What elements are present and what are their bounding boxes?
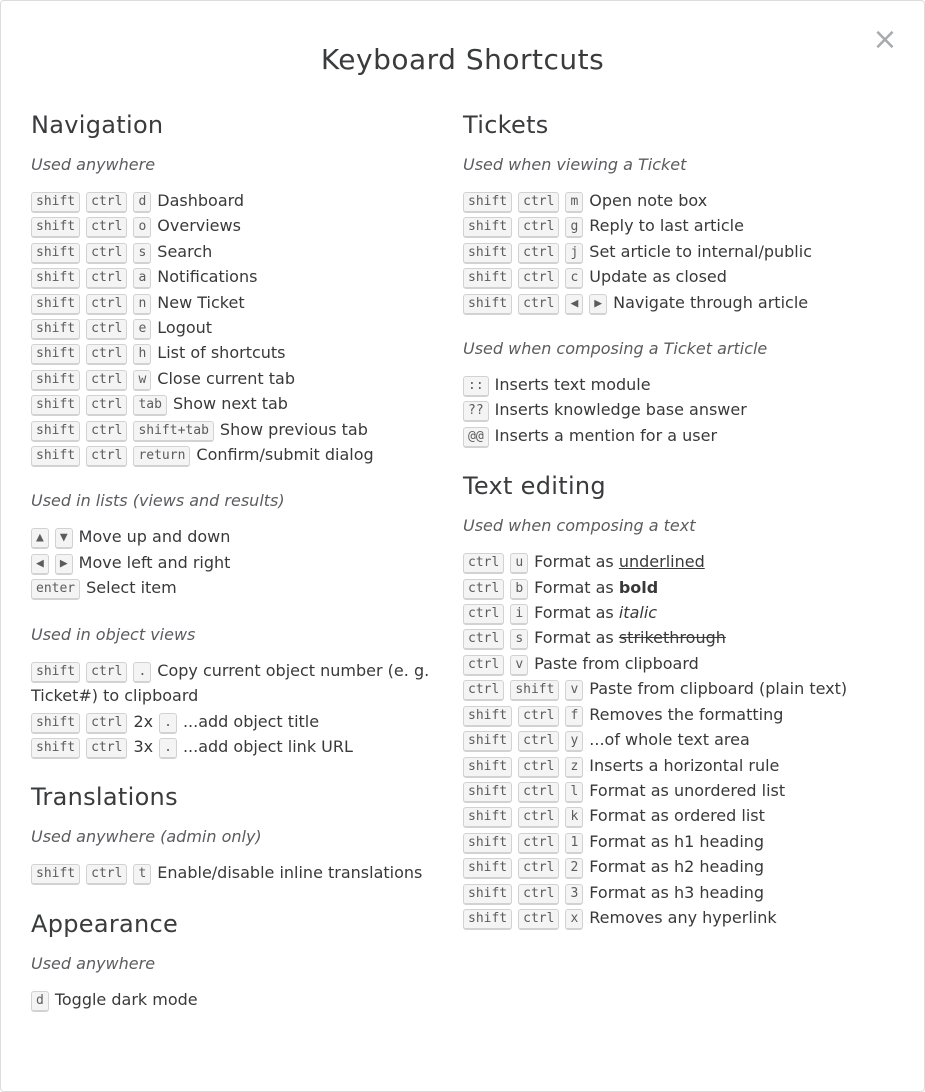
key-cap: ctrl bbox=[463, 680, 504, 701]
key-cap: ◀ bbox=[31, 554, 49, 575]
key-cap: ctrl bbox=[518, 217, 559, 238]
key-cap: ctrl bbox=[86, 864, 127, 885]
key-cap: ctrl bbox=[518, 884, 559, 905]
close-icon[interactable]: × bbox=[872, 22, 898, 57]
key-cap: h bbox=[133, 344, 151, 365]
shortcut-description: Show previous tab bbox=[219, 419, 368, 439]
key-cap: shift bbox=[31, 344, 80, 365]
shortcut-row bbox=[463, 423, 908, 448]
shortcut-row bbox=[31, 391, 451, 416]
text-editing-section bbox=[463, 472, 908, 930]
key-cap: ctrl bbox=[518, 807, 559, 828]
shortcut-row bbox=[31, 340, 451, 365]
key-cap: return bbox=[133, 446, 190, 467]
key-cap: 1 bbox=[565, 833, 583, 854]
key-cap: . bbox=[159, 738, 177, 759]
key-cap: w bbox=[133, 370, 151, 391]
shortcut-row bbox=[31, 709, 451, 734]
key-cap: shift bbox=[463, 858, 512, 879]
key-cap: shift bbox=[463, 807, 512, 828]
key-cap: ctrl bbox=[518, 294, 559, 315]
key-cap: u bbox=[510, 553, 528, 574]
format-example: italic bbox=[618, 603, 658, 623]
key-cap: ctrl bbox=[86, 217, 127, 238]
key-cap: :: bbox=[463, 376, 489, 397]
shortcut-row bbox=[463, 778, 908, 803]
key-cap: shift bbox=[31, 217, 80, 238]
shortcut-row bbox=[31, 658, 451, 709]
shortcut-row bbox=[31, 524, 451, 549]
key-cap: j bbox=[565, 243, 583, 264]
key-cap: ▼ bbox=[55, 528, 73, 549]
key-cap: . bbox=[159, 713, 177, 734]
key-cap: shift bbox=[31, 421, 80, 442]
key-cap: ctrl bbox=[518, 757, 559, 778]
shortcut-description: Inserts text module bbox=[494, 375, 651, 395]
shortcut-row bbox=[463, 676, 908, 701]
shortcut-row bbox=[463, 727, 908, 752]
navigation-section bbox=[31, 111, 451, 759]
key-cap: v bbox=[565, 680, 583, 701]
shortcut-row bbox=[31, 860, 451, 885]
appearance-section bbox=[31, 910, 451, 1012]
shortcut-row bbox=[463, 290, 908, 315]
shortcut-row bbox=[463, 188, 908, 213]
key-cap: d bbox=[31, 991, 49, 1012]
shortcut-row bbox=[463, 600, 908, 625]
shortcut-row bbox=[31, 550, 451, 575]
shortcut-row bbox=[31, 442, 451, 467]
shortcut-description: Enable/disable inline translations bbox=[157, 863, 423, 883]
format-example: bold bbox=[618, 577, 659, 597]
key-cap: shift bbox=[463, 833, 512, 854]
shortcut-row bbox=[463, 397, 908, 422]
key-cap: shift bbox=[31, 192, 80, 213]
shortcut-description: Notifications bbox=[157, 267, 258, 287]
key-cap: ctrl bbox=[518, 268, 559, 289]
shortcut-description: Copy current object number (e. g. Ticket#) to clipboard bbox=[31, 660, 430, 706]
key-cap: shift bbox=[463, 192, 512, 213]
shortcut-row bbox=[463, 702, 908, 727]
key-cap: m bbox=[565, 192, 583, 213]
key-cap: t bbox=[133, 864, 151, 885]
shortcut-description: Move up and down bbox=[78, 527, 231, 547]
key-cap: y bbox=[565, 731, 583, 752]
shortcut-description: Overviews bbox=[157, 216, 241, 236]
key-cap: ctrl bbox=[86, 319, 127, 340]
shortcut-description: Show next tab bbox=[172, 394, 288, 414]
key-cap: 2 bbox=[565, 858, 583, 879]
shortcut-row bbox=[463, 549, 908, 574]
key-cap: g bbox=[565, 217, 583, 238]
shortcut-description: Format as h3 heading bbox=[589, 882, 765, 902]
key-cap: ctrl bbox=[518, 243, 559, 264]
key-cap: ctrl bbox=[86, 713, 127, 734]
shortcut-description: Format as bbox=[534, 603, 614, 623]
shortcut-row bbox=[463, 239, 908, 264]
shortcut-row bbox=[463, 264, 908, 289]
key-cap: shift+tab bbox=[133, 421, 213, 442]
key-cap: ctrl bbox=[86, 395, 127, 416]
key-cap: o bbox=[133, 217, 151, 238]
section-heading: Appearance bbox=[31, 909, 179, 938]
shortcut-description: Format as h1 heading bbox=[589, 831, 765, 851]
context-label: Used when composing a Ticket article bbox=[463, 339, 768, 359]
key-cap: shift bbox=[31, 294, 80, 315]
key-cap: ▶ bbox=[589, 294, 607, 315]
shortcut-row bbox=[31, 290, 451, 315]
shortcut-description: Set article to internal/public bbox=[589, 241, 812, 261]
key-cap: shift bbox=[463, 217, 512, 238]
key-cap: a bbox=[133, 268, 151, 289]
shortcut-row bbox=[463, 575, 908, 600]
key-cap: shift bbox=[463, 731, 512, 752]
context-label: Used anywhere bbox=[31, 155, 156, 174]
key-cap: ctrl bbox=[86, 446, 127, 467]
shortcut-row bbox=[463, 625, 908, 650]
shortcut-row bbox=[31, 213, 451, 238]
shortcut-description: Logout bbox=[157, 318, 213, 338]
key-cap: shift bbox=[463, 706, 512, 727]
key-cap: i bbox=[510, 604, 528, 625]
key-cap: shift bbox=[31, 268, 80, 289]
context-label: Used in object views bbox=[31, 624, 196, 644]
shortcut-list bbox=[31, 524, 451, 600]
key-cap: z bbox=[565, 757, 583, 778]
shortcut-description: Toggle dark mode bbox=[54, 989, 198, 1009]
shortcut-row bbox=[463, 803, 908, 828]
key-cap: ctrl bbox=[86, 243, 127, 264]
key-cap: d bbox=[133, 192, 151, 213]
shortcut-list bbox=[463, 188, 908, 315]
shortcut-description: Format as bbox=[534, 628, 614, 648]
context-label: Used when composing a text bbox=[463, 516, 696, 536]
shortcut-description: ...of whole text area bbox=[589, 730, 750, 750]
key-cap: shift bbox=[31, 319, 80, 340]
key-cap: ctrl bbox=[86, 662, 127, 683]
context-label: Used anywhere (admin only) bbox=[31, 827, 262, 847]
shortcut-row bbox=[463, 213, 908, 238]
shortcut-description: Format as unordered list bbox=[589, 780, 786, 800]
shortcut-list bbox=[31, 987, 451, 1012]
shortcut-description: Dashboard bbox=[157, 191, 245, 210]
right-column bbox=[463, 111, 908, 954]
key-cap: ctrl bbox=[463, 579, 504, 600]
key-cap: . bbox=[133, 662, 151, 683]
shortcut-description: ...add object title bbox=[182, 711, 320, 731]
key-cap: shift bbox=[463, 757, 512, 778]
shortcut-description: Confirm/submit dialog bbox=[196, 445, 374, 465]
shortcut-row bbox=[31, 239, 451, 264]
key-cap: shift bbox=[31, 243, 80, 264]
key-cap: ctrl bbox=[86, 344, 127, 365]
key-cap: shift bbox=[31, 370, 80, 391]
shortcut-row bbox=[31, 417, 451, 442]
shortcut-description: Format as bbox=[534, 577, 614, 597]
key-cap: ctrl bbox=[86, 370, 127, 391]
shortcut-description: Inserts a mention for a user bbox=[494, 425, 718, 445]
shortcut-row bbox=[31, 987, 451, 1012]
key-cap: shift bbox=[31, 738, 80, 759]
key-cap: n bbox=[133, 294, 151, 315]
key-cap: ctrl bbox=[518, 782, 559, 803]
shortcut-description: Format as h2 heading bbox=[589, 857, 765, 877]
key-cap: shift bbox=[31, 864, 80, 885]
shortcut-list bbox=[31, 658, 451, 760]
context-label: Used when viewing a Ticket bbox=[463, 155, 687, 174]
key-cap: ctrl bbox=[518, 706, 559, 727]
key-cap: ctrl bbox=[86, 738, 127, 759]
key-cap: ▲ bbox=[31, 528, 49, 549]
key-cap: ctrl bbox=[463, 604, 504, 625]
key-cap: tab bbox=[133, 395, 166, 416]
section-heading: Navigation bbox=[31, 111, 164, 139]
shortcut-description: Paste from clipboard bbox=[534, 653, 699, 673]
shortcut-description: Removes the formatting bbox=[589, 704, 784, 724]
shortcut-row bbox=[31, 366, 451, 391]
format-example: underlined bbox=[618, 552, 705, 572]
key-cap: ctrl bbox=[518, 731, 559, 752]
key-cap: ctrl bbox=[518, 909, 559, 930]
key-cap: @@ bbox=[463, 427, 489, 448]
shortcut-description: ...add object link URL bbox=[182, 736, 353, 756]
key-cap: shift bbox=[510, 680, 559, 701]
modal-title: Keyboard Shortcuts bbox=[320, 43, 605, 76]
shortcut-list bbox=[31, 188, 451, 467]
key-cap: shift bbox=[31, 395, 80, 416]
key-cap: e bbox=[133, 319, 151, 340]
key-cap: shift bbox=[463, 782, 512, 803]
key-cap: ctrl bbox=[518, 858, 559, 879]
key-cap: ctrl bbox=[86, 294, 127, 315]
shortcut-row bbox=[31, 315, 451, 340]
key-cap: ctrl bbox=[463, 629, 504, 650]
shortcut-description: Close current tab bbox=[157, 368, 295, 388]
shortcut-description: Open note box bbox=[589, 191, 708, 210]
key-cap: x bbox=[565, 909, 583, 930]
section-heading: Tickets bbox=[463, 111, 549, 139]
shortcut-description: Select item bbox=[86, 578, 177, 598]
shortcut-description: Inserts knowledge base answer bbox=[494, 400, 747, 420]
shortcut-row bbox=[463, 753, 908, 778]
key-cap: ctrl bbox=[518, 192, 559, 213]
shortcut-row bbox=[463, 880, 908, 905]
shortcut-description: Removes any hyperlink bbox=[589, 907, 777, 927]
format-example: strikethrough bbox=[618, 628, 726, 648]
shortcut-description: Move left and right bbox=[78, 552, 231, 572]
context-label: Used anywhere bbox=[31, 953, 156, 973]
shortcut-list bbox=[31, 860, 451, 885]
shortcut-description: Update as closed bbox=[589, 267, 727, 287]
shortcut-description: Reply to last article bbox=[589, 216, 744, 236]
key-cap: ctrl bbox=[463, 553, 504, 574]
shortcut-row bbox=[463, 905, 908, 930]
key-cap: k bbox=[565, 807, 583, 828]
shortcut-description: Format as bbox=[534, 552, 614, 572]
key-cap: ◀ bbox=[565, 294, 583, 315]
key-cap: s bbox=[133, 243, 151, 264]
key-cap: c bbox=[565, 268, 583, 289]
shortcut-list bbox=[463, 372, 908, 448]
shortcut-row bbox=[31, 188, 451, 213]
key-cap: ctrl bbox=[86, 421, 127, 442]
key-cap: ctrl bbox=[86, 268, 127, 289]
key-cap: l bbox=[565, 782, 583, 803]
key-cap: 3 bbox=[565, 884, 583, 905]
key-cap: shift bbox=[463, 294, 512, 315]
key-cap: shift bbox=[31, 662, 80, 683]
context-label: Used in lists (views and results) bbox=[31, 491, 285, 511]
shortcut-description: Search bbox=[157, 241, 213, 261]
key-cap: f bbox=[565, 706, 583, 727]
shortcut-row bbox=[31, 264, 451, 289]
key-multiplier: 3x bbox=[133, 736, 154, 756]
translations-section bbox=[31, 783, 451, 885]
key-cap: enter bbox=[31, 579, 80, 600]
left-column bbox=[31, 111, 451, 1036]
shortcut-description: Format as ordered list bbox=[589, 806, 765, 826]
shortcut-description: Navigate through article bbox=[613, 292, 809, 312]
shortcut-list bbox=[463, 549, 908, 930]
key-cap: shift bbox=[31, 713, 80, 734]
shortcut-row bbox=[31, 734, 451, 759]
key-cap: shift bbox=[463, 243, 512, 264]
shortcut-row bbox=[463, 829, 908, 854]
shortcut-description: Inserts a horizontal rule bbox=[589, 755, 780, 775]
key-cap: ctrl bbox=[86, 192, 127, 213]
shortcut-description: List of shortcuts bbox=[157, 343, 286, 363]
key-cap: ctrl bbox=[518, 833, 559, 854]
shortcut-description: Paste from clipboard (plain text) bbox=[589, 679, 848, 699]
shortcut-description: New Ticket bbox=[157, 292, 245, 312]
key-cap: shift bbox=[463, 268, 512, 289]
key-cap: shift bbox=[463, 884, 512, 905]
key-multiplier: 2x bbox=[133, 711, 154, 731]
key-cap: ?? bbox=[463, 401, 489, 422]
key-cap: shift bbox=[31, 446, 80, 467]
key-cap: ctrl bbox=[463, 655, 504, 676]
tickets-section bbox=[463, 111, 908, 448]
shortcut-row bbox=[463, 854, 908, 879]
key-cap: v bbox=[510, 655, 528, 676]
key-cap: s bbox=[510, 629, 528, 650]
key-cap: ▶ bbox=[55, 554, 73, 575]
section-heading: Translations bbox=[31, 783, 178, 812]
shortcut-row bbox=[463, 372, 908, 397]
key-cap: shift bbox=[463, 909, 512, 930]
shortcut-row bbox=[463, 651, 908, 676]
shortcut-row bbox=[31, 575, 451, 600]
section-heading: Text editing bbox=[463, 472, 606, 501]
key-cap: b bbox=[510, 579, 528, 600]
